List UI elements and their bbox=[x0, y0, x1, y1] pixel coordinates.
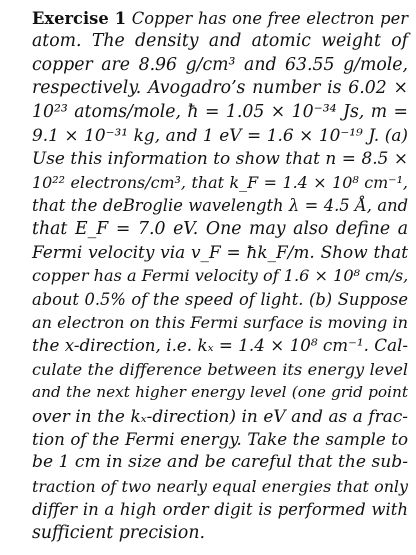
exercise-label: Exercise 1 bbox=[32, 9, 127, 28]
exercise-line-14: an electron on this Fermi surface is moving in bbox=[32, 313, 408, 333]
exercise-line-10: that E_F = 7.0 eV. One may also define a bbox=[32, 218, 408, 239]
exercise-line-2: atom. The density and atomic weight of bbox=[32, 31, 408, 52]
exercise-line-18: over in the kₓ-direction) in eV and as a frac- bbox=[32, 405, 408, 426]
exercise-line-5: 10²³ atoms/mole, ħ = 1.05 × 10⁻³⁴ Js, m = bbox=[32, 101, 408, 122]
exercise-line-22: differ in a high order digit is performed with bbox=[32, 500, 408, 520]
exercise-line-3: copper are 8.96 g/cm³ and 63.55 g/mole, bbox=[32, 54, 408, 75]
exercise-line-9: that the deBroglie wavelength λ = 4.5 Å, and bbox=[32, 196, 408, 216]
exercise-line-13: about 0.5% of the speed of light. (b) Suppose bbox=[32, 289, 408, 309]
exercise-line-20: be 1 cm in size and be careful that the sub- bbox=[32, 452, 408, 473]
exercise-line-17: and the next higher energy level (one grid point bbox=[32, 383, 408, 402]
exercise-line-19: tion of the Fermi energy. Take the sample to bbox=[32, 429, 408, 450]
exercise-line-1 bbox=[32, 7, 408, 30]
exercise-line-15: the x-direction, i.e. kₓ = 1.4 × 10⁸ cm⁻¹. Cal- bbox=[32, 335, 408, 356]
exercise-line-21: traction of two nearly equal energies that only bbox=[32, 476, 408, 496]
exercise-line-8: 10²² electrons/cm³, that k_F = 1.4 × 10⁸ cm⁻¹, bbox=[32, 172, 408, 192]
exercise-line-7: Use this information to show that n = 8.5 × bbox=[32, 148, 408, 169]
exercise-line-16: culate the difference between its energy level bbox=[32, 359, 408, 379]
exercise-line-6: 9.1 × 10⁻³¹ kg, and 1 eV = 1.6 × 10⁻¹⁹ J. (a) bbox=[32, 124, 408, 145]
exercise-line-11: Fermi velocity via v_F = ħk_F/m. Show that bbox=[32, 241, 408, 262]
exercise-paragraph bbox=[32, 7, 408, 545]
exercise-line-23: sufficient precision. bbox=[32, 522, 205, 543]
exercise-line-12: copper has a Fermi velocity of 1.6 × 10⁸ cm/s, bbox=[32, 266, 409, 286]
exercise-line-4: respectively. Avogadro’s number is 6.02 × bbox=[32, 78, 408, 99]
exercise-line-1-text: Copper has one free electron per bbox=[131, 9, 408, 28]
